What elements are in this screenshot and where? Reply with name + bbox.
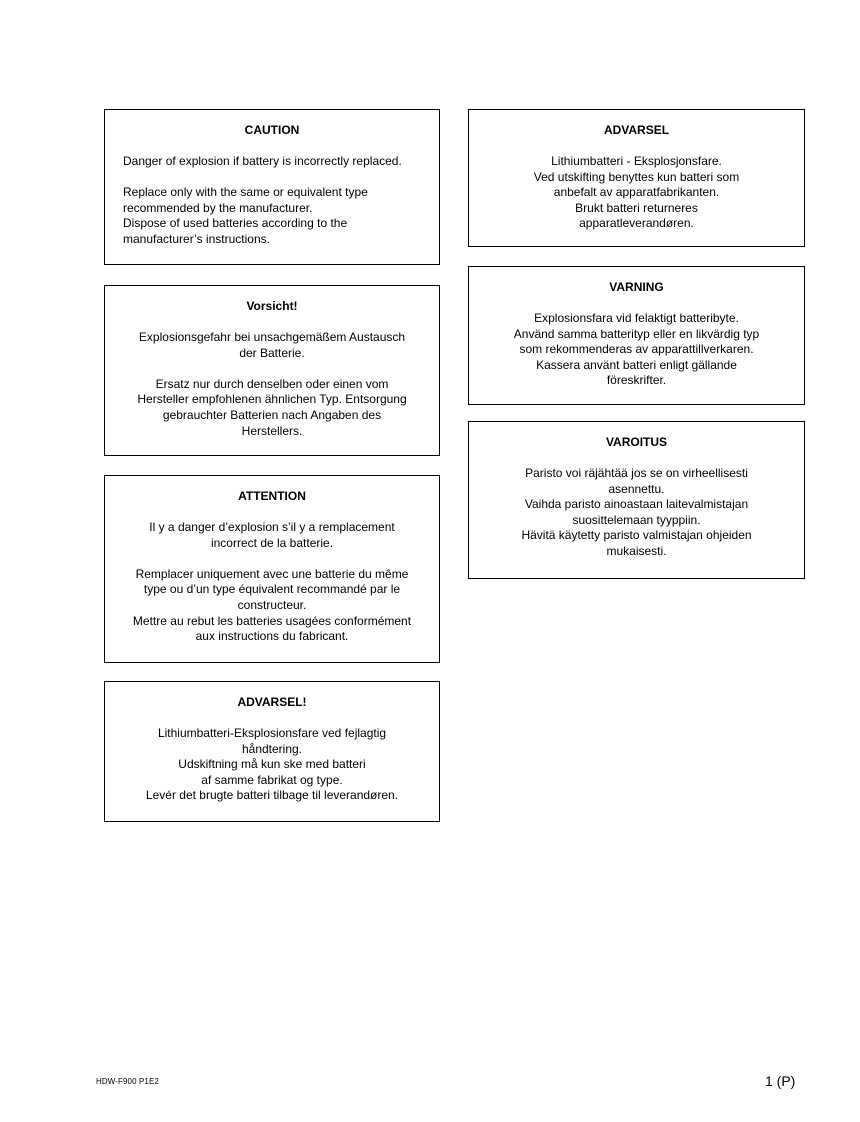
caution-text-line: recommended by the manufacturer. xyxy=(123,200,313,215)
vorsicht-box-german xyxy=(104,285,440,456)
varning-text-line: Kassera använt batteri enligt gällande xyxy=(536,357,737,372)
advarsel-dk-text-line: Udskiftning må kun ske med batteri xyxy=(178,757,366,772)
varoitus-text-line: suosittelemaan tyyppiin. xyxy=(572,512,701,527)
varoitus-text-line: Hävitä käytetty paristo valmistajan ohjeiden xyxy=(521,528,752,543)
vorsicht-text-line: gebrauchter Batterien nach Angaben des xyxy=(162,407,382,422)
varning-text-line: föreskrifter. xyxy=(606,373,667,388)
advarsel-no-title: ADVARSEL xyxy=(603,123,670,137)
advarsel-no-text-line: Brukt batteri returneres xyxy=(575,200,698,215)
varning-title: VARNING xyxy=(609,280,664,294)
varoitus-title: VAROITUS xyxy=(605,435,668,449)
varning-text-line: som rekommenderas av apparattillverkaren. xyxy=(519,342,754,357)
vorsicht-title: Vorsicht! xyxy=(246,299,298,313)
varoitus-text-line: mukaisesti. xyxy=(606,543,667,558)
document-code: HDW-F900 P1E2 xyxy=(96,1077,159,1086)
varoitus-text-line: Paristo voi räjähtää jos se on virheellisesti xyxy=(525,466,748,480)
advarsel-no-text-line: Lithiumbatteri - Eksplosjonsfare. xyxy=(551,154,722,168)
advarsel-dk-title: ADVARSEL! xyxy=(237,695,307,709)
advarsel-dk-text-line: Levér det brugte batteri tilbage til leverandøren. xyxy=(145,788,399,803)
varning-text-line: Använd samma batterityp eller en likvärdig typ xyxy=(513,326,760,341)
caution-text-line: manufacturer’s instructions. xyxy=(123,231,270,246)
attention-text-line: incorrect de la batterie. xyxy=(210,535,334,550)
advarsel-dk-text-line: Lithiumbatteri-Eksplosionsfare ved fejlagtig xyxy=(157,726,387,740)
attention-text-line: type ou d’un type équivalent recommandé par le xyxy=(143,582,401,597)
attention-title: ATTENTION xyxy=(238,489,306,503)
advarsel-no-text-line: apparatleverandøren. xyxy=(579,216,694,231)
caution-title: CAUTION xyxy=(244,123,300,137)
advarsel-dk-text-line: håndtering. xyxy=(241,741,303,756)
attention-text-line: aux instructions du fabricant. xyxy=(195,629,349,644)
varoitus-box-finnish xyxy=(468,421,805,579)
attention-text-line: Mettre au rebut les batteries usagées conformément xyxy=(132,613,412,628)
attention-box-french xyxy=(104,475,440,663)
attention-text-line: constructeur. xyxy=(237,597,307,612)
advarsel-no-text-line: anbefalt av apparatfabrikanten. xyxy=(553,185,720,200)
caution-text-line: Danger of explosion if battery is incorrectly replaced. xyxy=(123,154,402,168)
caution-text-line: Dispose of used batteries according to the xyxy=(123,216,348,231)
vorsicht-text-line: Ersatz nur durch denselben oder einen vom xyxy=(155,376,389,391)
varning-text-line: Explosionsfara vid felaktigt batteribyte. xyxy=(534,311,739,325)
vorsicht-text-line: der Batterie. xyxy=(239,345,305,360)
advarsel-box-norwegian xyxy=(468,109,805,247)
varoitus-text-line: Vaihda paristo ainoastaan laitevalmistajan xyxy=(524,497,749,512)
attention-text-line: Remplacer uniquement avec une batterie du même xyxy=(135,566,409,581)
advarsel-dk-text-line: af samme fabrikat og type. xyxy=(201,772,343,787)
vorsicht-text-line: Hersteller empfohlenen ähnlichen Typ. Entsorgung xyxy=(137,392,407,407)
attention-text-line: Il y a danger d’explosion s’il y a remplacement xyxy=(149,520,395,534)
varoitus-text-line: asennettu. xyxy=(608,481,665,496)
vorsicht-text-line: Herstellers. xyxy=(241,423,303,438)
caution-box-english xyxy=(104,109,440,265)
page-number: 1 (P) xyxy=(765,1073,796,1089)
varning-box-swedish xyxy=(468,266,805,405)
caution-text-line: Replace only with the same or equivalent type xyxy=(123,185,368,200)
advarsel-no-text-line: Ved utskifting benyttes kun batteri som xyxy=(533,169,740,184)
advarsel-box-danish xyxy=(104,681,440,822)
vorsicht-text-line: Explosionsgefahr bei unsachgemäßem Austausch xyxy=(138,330,406,344)
